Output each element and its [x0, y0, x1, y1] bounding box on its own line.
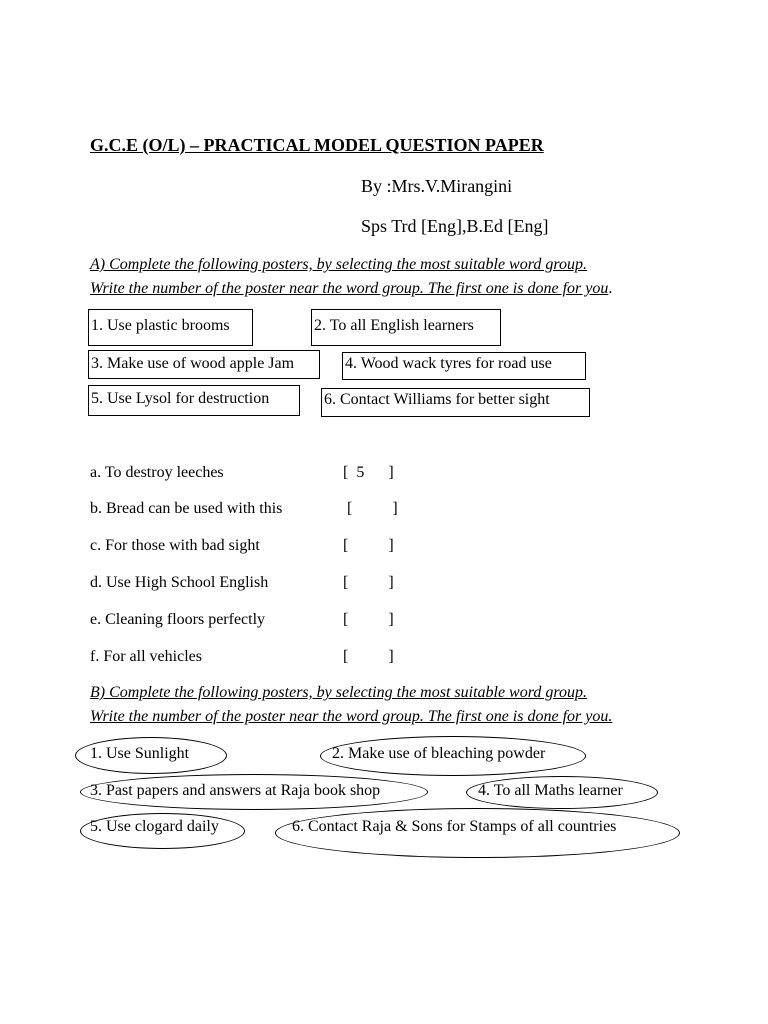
answer-b[interactable]: [ ]	[347, 500, 398, 517]
qualifications-line: Sps Trd [Eng],B.Ed [Eng]	[361, 216, 549, 236]
author-line: By :Mrs.V.Mirangini	[361, 176, 513, 196]
poster-a-6: 6. Contact Williams for better sight	[321, 388, 590, 417]
section-a-instruction-2-end: .	[608, 280, 613, 297]
section-a-instruction-2: Write the number of the poster near the word group. The first one is done for you	[90, 280, 609, 297]
poster-b-3: 3. Past papers and answers at Raja book shop	[90, 782, 381, 799]
section-b-instruction-2: Write the number of the poster near the word group. The first one is done for you.	[90, 708, 613, 725]
section-a-instruction-2-wrap	[90, 280, 612, 298]
poster-a-3: 3. Make use of wood apple Jam	[88, 350, 320, 379]
answer-c[interactable]: [ ]	[343, 537, 394, 554]
answer-a[interactable]: [ 5 ]	[343, 464, 394, 481]
question-a: a. To destroy leeches	[90, 464, 224, 481]
answer-d[interactable]: [ ]	[343, 574, 394, 591]
question-e: e. Cleaning floors perfectly	[90, 611, 266, 628]
question-c: c. For those with bad sight	[90, 537, 260, 554]
poster-a-1: 1. Use plastic brooms	[88, 309, 253, 346]
poster-b-6: 6. Contact Raja & Sons for Stamps of all countries	[292, 818, 617, 835]
question-b: b. Bread can be used with this	[90, 500, 283, 517]
question-f: f. For all vehicles	[90, 648, 202, 665]
poster-b-1: 1. Use Sunlight	[90, 745, 190, 762]
poster-b-4: 4. To all Maths learner	[478, 782, 623, 799]
page-title: G.C.E (O/L) – PRACTICAL MODEL QUESTION PAPER	[90, 135, 544, 155]
poster-b-2: 2. Make use of bleaching powder	[332, 745, 546, 762]
answer-e[interactable]: [ ]	[343, 611, 394, 628]
poster-a-2: 2. To all English learners	[311, 309, 501, 346]
poster-b-5: 5. Use clogard daily	[90, 818, 219, 835]
section-a-instruction-1: A) Complete the following posters, by selecting the most suitable word group.	[90, 256, 587, 273]
poster-a-5: 5. Use Lysol for destruction	[88, 385, 300, 416]
question-d: d. Use High School English	[90, 574, 269, 591]
section-b-instruction-1: B) Complete the following posters, by selecting the most suitable word group.	[90, 684, 587, 701]
answer-f[interactable]: [ ]	[343, 648, 394, 665]
poster-a-4: 4. Wood wack tyres for road use	[342, 352, 586, 380]
